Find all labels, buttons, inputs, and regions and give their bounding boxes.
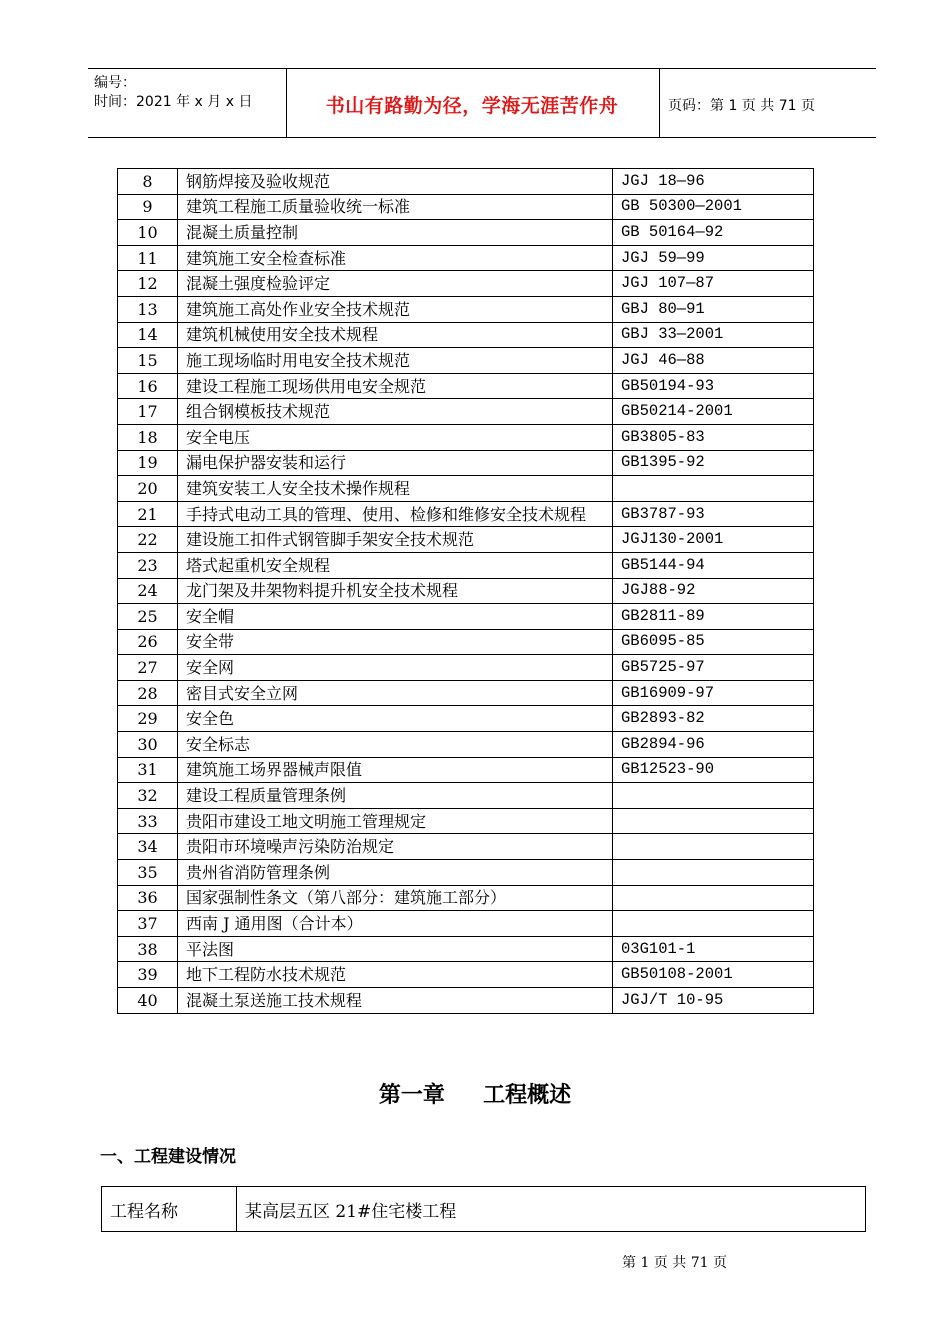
table-row xyxy=(118,220,814,246)
standard-code: GB6095-85 xyxy=(613,629,814,655)
standard-code: GB50108-2001 xyxy=(613,962,814,988)
table-row xyxy=(118,757,814,783)
standard-code: JGJ/T 10-95 xyxy=(613,988,814,1014)
standard-name: 手持式电动工具的管理、使用、检修和维修安全技术规程 xyxy=(178,501,613,527)
standard-name: 安全色 xyxy=(178,706,613,732)
standard-code: GB3805-83 xyxy=(613,424,814,450)
standard-number: 25 xyxy=(118,604,178,630)
standard-code: GB50214-2001 xyxy=(613,399,814,425)
header-page-info: 页码：第 1 页 共 71 页 xyxy=(668,98,815,114)
standard-name: 建筑机械使用安全技术规程 xyxy=(178,322,613,348)
table-row xyxy=(118,476,814,502)
table-row xyxy=(118,373,814,399)
table-row xyxy=(118,629,814,655)
standard-number: 38 xyxy=(118,936,178,962)
standard-code xyxy=(613,885,814,911)
serial-label: 编号： xyxy=(94,75,136,91)
table-row xyxy=(118,348,814,374)
table-row xyxy=(118,936,814,962)
standard-name: 建设施工扣件式钢管脚手架安全技术规范 xyxy=(178,527,613,553)
standard-number: 13 xyxy=(118,296,178,322)
standard-name: 贵州省消防管理条例 xyxy=(178,860,613,886)
standard-number: 10 xyxy=(118,220,178,246)
table-row xyxy=(118,783,814,809)
standard-number: 23 xyxy=(118,552,178,578)
page-header xyxy=(88,68,876,138)
standard-name: 建筑施工高处作业安全技术规范 xyxy=(178,296,613,322)
standard-code: GB 50164—92 xyxy=(613,220,814,246)
table-row xyxy=(118,169,814,195)
standard-number: 35 xyxy=(118,860,178,886)
standard-name: 钢筋焊接及验收规范 xyxy=(178,169,613,195)
table-row xyxy=(118,501,814,527)
standard-code xyxy=(613,476,814,502)
header-meta xyxy=(94,74,252,112)
standard-name: 建筑工程施工质量验收统一标准 xyxy=(178,194,613,220)
table-row xyxy=(118,578,814,604)
standard-code: GB12523-90 xyxy=(613,757,814,783)
standard-number: 20 xyxy=(118,476,178,502)
standard-number: 9 xyxy=(118,194,178,220)
header-motto: 书山有路勤为径，学海无涯苦作舟 xyxy=(325,95,619,117)
table-row xyxy=(118,245,814,271)
table-row xyxy=(118,885,814,911)
standard-name: 龙门架及井架物料提升机安全技术规程 xyxy=(178,578,613,604)
project-info-table xyxy=(101,1186,866,1232)
standard-name: 建设工程质量管理条例 xyxy=(178,783,613,809)
standard-number: 33 xyxy=(118,808,178,834)
table-row xyxy=(118,808,814,834)
page-footer: 第 1 页 共 71 页 xyxy=(622,1255,727,1271)
standard-number: 39 xyxy=(118,962,178,988)
table-row xyxy=(118,962,814,988)
standard-number: 12 xyxy=(118,271,178,297)
standards-table-body xyxy=(118,169,814,1014)
standard-number: 31 xyxy=(118,757,178,783)
standard-code xyxy=(613,808,814,834)
standard-name: 漏电保护器安装和运行 xyxy=(178,450,613,476)
table-row xyxy=(118,527,814,553)
standard-number: 37 xyxy=(118,911,178,937)
standards-table xyxy=(117,168,814,1014)
table-row xyxy=(118,271,814,297)
standard-code: JGJ88-92 xyxy=(613,578,814,604)
table-row xyxy=(118,732,814,758)
standard-code xyxy=(613,834,814,860)
standard-name: 安全网 xyxy=(178,655,613,681)
table-row xyxy=(118,322,814,348)
table-row xyxy=(102,1187,866,1232)
standard-code xyxy=(613,911,814,937)
standard-code xyxy=(613,860,814,886)
table-row xyxy=(118,680,814,706)
standard-name: 组合钢模板技术规范 xyxy=(178,399,613,425)
standard-name: 塔式起重机安全规程 xyxy=(178,552,613,578)
standard-number: 21 xyxy=(118,501,178,527)
table-row xyxy=(118,706,814,732)
standard-number: 34 xyxy=(118,834,178,860)
standard-name: 地下工程防水技术规范 xyxy=(178,962,613,988)
standard-number: 14 xyxy=(118,322,178,348)
standard-name: 混凝土质量控制 xyxy=(178,220,613,246)
standard-name: 建筑安装工人安全技术操作规程 xyxy=(178,476,613,502)
standard-code: GB3787-93 xyxy=(613,501,814,527)
standard-number: 30 xyxy=(118,732,178,758)
standard-code: GBJ 80—91 xyxy=(613,296,814,322)
standard-code: JGJ 59—99 xyxy=(613,245,814,271)
standard-code: GB2811-89 xyxy=(613,604,814,630)
standard-number: 18 xyxy=(118,424,178,450)
standard-code: JGJ 107—87 xyxy=(613,271,814,297)
standard-name: 建设工程施工现场供用电安全规范 xyxy=(178,373,613,399)
table-row xyxy=(118,424,814,450)
header-divider-2 xyxy=(659,69,660,137)
standard-name: 混凝土强度检验评定 xyxy=(178,271,613,297)
standard-number: 29 xyxy=(118,706,178,732)
standard-name: 安全带 xyxy=(178,629,613,655)
standard-code: JGJ 18—96 xyxy=(613,169,814,195)
standard-number: 27 xyxy=(118,655,178,681)
chapter-title: 第一章 工程概述 xyxy=(378,1083,572,1108)
standard-number: 17 xyxy=(118,399,178,425)
table-row xyxy=(118,911,814,937)
standard-code: GB16909-97 xyxy=(613,680,814,706)
table-row xyxy=(118,399,814,425)
table-row xyxy=(118,296,814,322)
standard-number: 8 xyxy=(118,169,178,195)
standard-name: 贵阳市环境噪声污染防治规定 xyxy=(178,834,613,860)
table-row xyxy=(118,655,814,681)
standard-name: 国家强制性条文（第八部分：建筑施工部分） xyxy=(178,885,613,911)
project-name-label: 工程名称 xyxy=(102,1187,237,1232)
standard-code: GB2893-82 xyxy=(613,706,814,732)
standard-number: 15 xyxy=(118,348,178,374)
standard-code: JGJ130-2001 xyxy=(613,527,814,553)
standard-code xyxy=(613,783,814,809)
standard-number: 32 xyxy=(118,783,178,809)
standard-number: 24 xyxy=(118,578,178,604)
standard-name: 施工现场临时用电安全技术规范 xyxy=(178,348,613,374)
standard-code: GB2894-96 xyxy=(613,732,814,758)
section-title: 一、工程建设情况 xyxy=(100,1147,236,1167)
standard-number: 36 xyxy=(118,885,178,911)
table-row xyxy=(118,552,814,578)
standard-number: 16 xyxy=(118,373,178,399)
standard-name: 贵阳市建设工地文明施工管理规定 xyxy=(178,808,613,834)
standard-code: GB 50300—2001 xyxy=(613,194,814,220)
standard-code: GB5144-94 xyxy=(613,552,814,578)
project-name-value: 某高层五区 21#住宅楼工程 xyxy=(237,1187,866,1232)
standard-number: 26 xyxy=(118,629,178,655)
standard-name: 建筑施工场界器械声限值 xyxy=(178,757,613,783)
standard-code: GB5725-97 xyxy=(613,655,814,681)
standard-number: 28 xyxy=(118,680,178,706)
table-row xyxy=(118,604,814,630)
standard-number: 22 xyxy=(118,527,178,553)
standard-name: 西南 J 通用图（合计本） xyxy=(178,911,613,937)
time-label: 时间：2021 年 x 月 x 日 xyxy=(94,94,253,110)
standard-number: 40 xyxy=(118,988,178,1014)
standard-name: 安全帽 xyxy=(178,604,613,630)
standard-code: GBJ 33—2001 xyxy=(613,322,814,348)
standard-name: 平法图 xyxy=(178,936,613,962)
standard-code: GB50194-93 xyxy=(613,373,814,399)
standard-code: JGJ 46—88 xyxy=(613,348,814,374)
standard-code: 03G101-1 xyxy=(613,936,814,962)
table-row xyxy=(118,450,814,476)
standard-number: 19 xyxy=(118,450,178,476)
standard-number: 11 xyxy=(118,245,178,271)
table-row xyxy=(118,988,814,1014)
table-row xyxy=(118,194,814,220)
standard-name: 安全电压 xyxy=(178,424,613,450)
standard-code: GB1395-92 xyxy=(613,450,814,476)
standard-name: 混凝土泵送施工技术规程 xyxy=(178,988,613,1014)
table-row xyxy=(118,860,814,886)
standard-name: 安全标志 xyxy=(178,732,613,758)
table-row xyxy=(118,834,814,860)
standard-name: 密目式安全立网 xyxy=(178,680,613,706)
standard-name: 建筑施工安全检查标准 xyxy=(178,245,613,271)
